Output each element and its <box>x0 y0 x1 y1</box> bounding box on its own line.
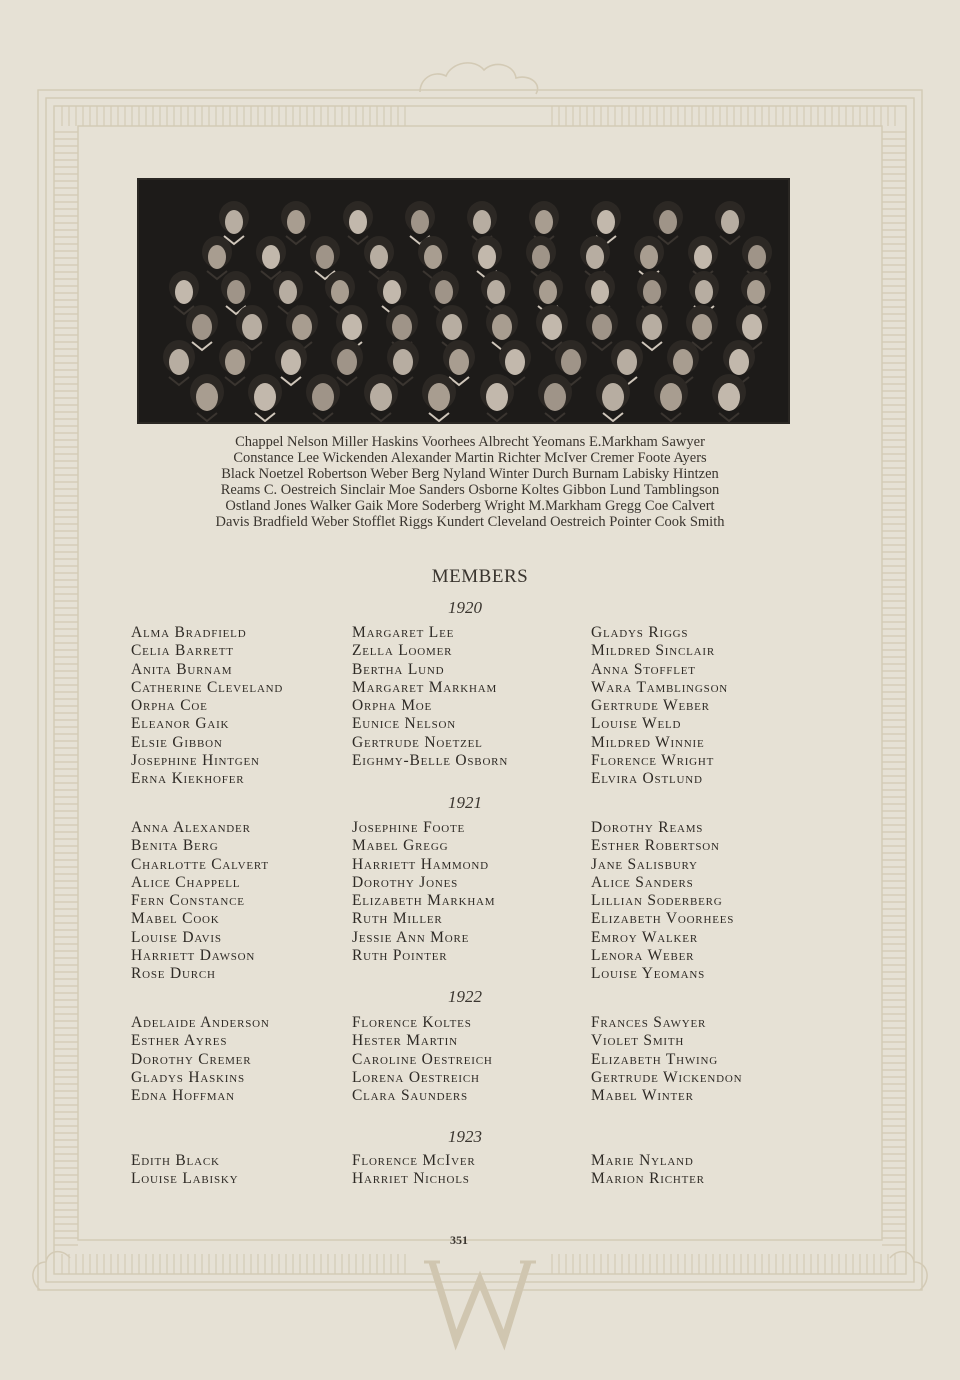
member-name: Gertrude Wickendon <box>591 1068 743 1086</box>
caption-line-4: Reams C. Oestreich Sinclair Moe Sanders Osborne Koltes Gibbon Lund Tamblingson <box>220 482 720 498</box>
member-name: Elizabeth Thwing <box>591 1050 718 1068</box>
member-name: Lenora Weber <box>591 947 695 965</box>
member-list-1920-col3 <box>591 624 728 789</box>
member-name: Mildred Sinclair <box>591 642 716 660</box>
member-name: Elizabeth Markham <box>352 892 496 910</box>
member-name: Esther Ayres <box>131 1032 228 1050</box>
member-name: Alma Bradfield <box>131 624 247 641</box>
member-name: Lorena Oestreich <box>352 1068 480 1086</box>
member-name: Emroy Walker <box>591 928 698 946</box>
member-name: Bertha Lund <box>352 660 445 678</box>
member-name: Edith Black <box>131 1152 220 1169</box>
member-list-1922-col1 <box>131 1014 270 1105</box>
member-name: Mabel Gregg <box>352 837 449 855</box>
caption-line-1: Chappel Nelson Miller Haskins Voorhees Albrecht Yeomans E.Markham Sawyer <box>235 434 705 450</box>
member-name: Celia Barrett <box>131 642 234 660</box>
member-name: Caroline Oestreich <box>352 1050 493 1068</box>
member-list-1921-col3 <box>591 819 734 984</box>
caption-line-6: Davis Bradfield Weber Stofflet Riggs Kundert Cleveland Oestreich Pointer Cook Smith <box>215 514 725 530</box>
member-name: Harriett Hammond <box>352 855 489 873</box>
member-name: Gertrude Weber <box>591 697 710 715</box>
member-list-1921-col1 <box>131 819 269 984</box>
member-name: Frances Sawyer <box>591 1014 707 1031</box>
member-name: Mabel Cook <box>131 910 220 928</box>
member-name: Dorothy Jones <box>352 873 459 891</box>
member-name: Eighmy-Belle Osborn <box>352 752 509 770</box>
page-number: 351 <box>450 1233 468 1247</box>
member-name: Harriet Nichols <box>352 1170 470 1188</box>
member-name: Lillian Soderberg <box>591 892 723 910</box>
member-name: Elsie Gibbon <box>131 733 223 751</box>
year-heading-1920: 1920 <box>448 598 482 617</box>
member-list-1923-col3 <box>591 1152 705 1189</box>
member-name: Anna Stofflet <box>591 660 696 678</box>
member-name: Louise Davis <box>131 928 222 946</box>
member-name: Wara Tamblingson <box>591 678 729 696</box>
member-name: Rose Durch <box>131 965 216 983</box>
member-name: Mabel Winter <box>591 1087 694 1105</box>
member-name: Florence Koltes <box>352 1014 472 1031</box>
member-name: Adelaide Anderson <box>131 1014 270 1031</box>
member-list-1920-col1 <box>131 624 283 789</box>
member-name: Anna Alexander <box>131 819 251 836</box>
group-photograph <box>137 178 790 424</box>
member-name: Alice Sanders <box>591 873 694 891</box>
member-name: Erna Kiekhofer <box>131 770 245 788</box>
year-heading-1922: 1922 <box>448 987 482 1006</box>
member-name: Dorothy Cremer <box>131 1050 252 1068</box>
member-name: Marie Nyland <box>591 1152 694 1169</box>
member-name: Benita Berg <box>131 837 219 855</box>
member-name: Florence McIver <box>352 1152 476 1169</box>
member-name: Anita Burnam <box>131 660 233 678</box>
member-name: Harriett Dawson <box>131 947 256 965</box>
member-name: Florence Wright <box>591 752 715 770</box>
member-name: Orpha Coe <box>131 697 208 715</box>
member-name: Charlotte Calvert <box>131 855 269 873</box>
member-name: Eunice Nelson <box>352 715 456 733</box>
member-name: Mildred Winnie <box>591 733 705 751</box>
member-name: Louise Weld <box>591 715 682 733</box>
member-name: Gladys Riggs <box>591 624 689 641</box>
member-name: Gertrude Noetzel <box>352 733 483 751</box>
member-name: Edna Hoffman <box>131 1087 235 1105</box>
member-name: Marion Richter <box>591 1170 705 1188</box>
member-name: Jessie Ann More <box>352 928 470 946</box>
member-name: Elizabeth Voorhees <box>591 910 735 928</box>
photo-caption <box>150 434 790 530</box>
member-name: Jane Salisbury <box>591 855 698 873</box>
caption-line-3: Black Noetzel Robertson Weber Berg Nyland Winter Durch Burnam Labisky Hintzen <box>221 466 719 482</box>
member-name: Orpha Moe <box>352 697 433 715</box>
member-name: Esther Robertson <box>591 837 720 855</box>
member-list-1921-col2 <box>352 819 495 965</box>
member-name: Hester Martin <box>352 1032 458 1050</box>
member-name: Ruth Miller <box>352 910 443 928</box>
year-heading-1921: 1921 <box>448 793 482 812</box>
member-name: Josephine Foote <box>352 819 466 836</box>
member-name: Ruth Pointer <box>352 947 448 965</box>
member-name: Eleanor Gaik <box>131 715 230 733</box>
member-name: Louise Labisky <box>131 1170 239 1188</box>
member-name: Josephine Hintgen <box>131 752 260 770</box>
caption-line-5: Ostland Jones Walker Gaik More Soderberg Wright M.Markham Gregg Coe Calvert <box>225 498 715 514</box>
member-list-1923-col1 <box>131 1152 238 1189</box>
member-name: Catherine Cleveland <box>131 678 284 696</box>
member-name: Margaret Markham <box>352 678 498 696</box>
member-name: Elvira Ostlund <box>591 770 703 788</box>
member-name: Fern Constance <box>131 892 245 910</box>
member-list-1920-col2 <box>352 624 508 770</box>
member-name: Dorothy Reams <box>591 819 704 836</box>
member-name: Clara Saunders <box>352 1087 468 1105</box>
member-name: Violet Smith <box>591 1032 685 1050</box>
member-name: Louise Yeomans <box>591 965 705 983</box>
member-name: Zella Loomer <box>352 642 453 660</box>
members-heading: MEMBERS <box>431 566 529 587</box>
year-heading-1923: 1923 <box>448 1127 482 1146</box>
member-list-1923-col2 <box>352 1152 476 1189</box>
member-list-1922-col3 <box>591 1014 742 1105</box>
member-name: Alice Chappell <box>131 873 241 891</box>
member-name: Gladys Haskins <box>131 1068 245 1086</box>
member-list-1922-col2 <box>352 1014 493 1105</box>
member-name: Margaret Lee <box>352 624 455 641</box>
caption-line-2: Constance Lee Wickenden Alexander Martin Richter McIver Cremer Foote Ayers <box>233 450 707 466</box>
